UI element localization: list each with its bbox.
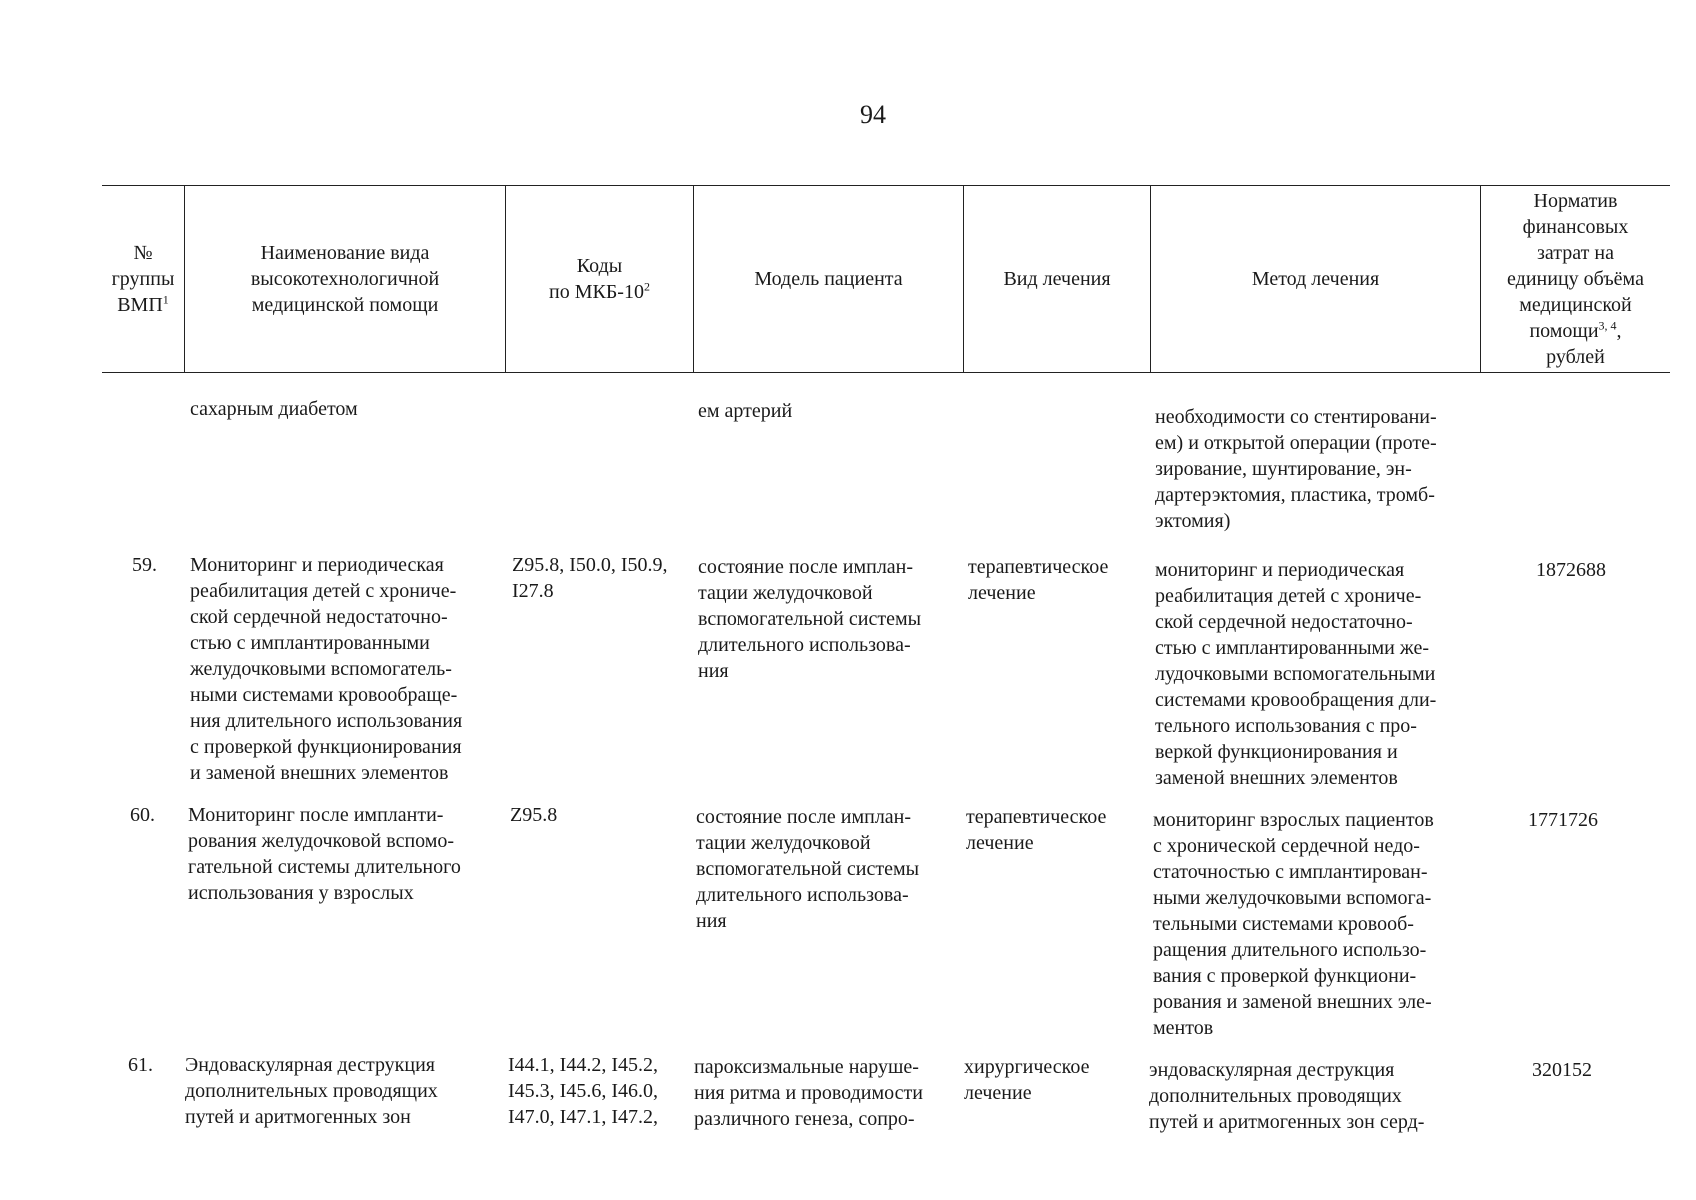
row-59-treatment-method: мониторинг и периодическая реабилитация детей с хрониче- ской сердечной недостаточно- стью с имплантированными же- лудочковыми вспомогательными системами кровообращения дли- тельного использования с про- веркой функционирования и заменой внешних элементов [1155, 559, 1437, 789]
page-number: 94 [860, 100, 886, 129]
header-care-type: Наименование вида высокотехнологичной медицинской помощи [250, 242, 440, 316]
header-treatment-type: Вид лечения [1003, 268, 1111, 290]
header-patient-model: Модель пациента [754, 268, 903, 290]
row-59-number: 59. [132, 554, 157, 576]
continuation-care-type: сахарным диабетом [190, 398, 358, 420]
row-59-care-type: Мониторинг и периодическая реабилитация детей с хрониче- ской сердечной недостаточно- стью с имплантированными желудочковыми вспомогатель- ными системами кровообраще- ния длительного использования с проверкой функционирования и заменой внешних элементов [190, 554, 463, 784]
row-60-number: 60. [130, 804, 155, 826]
row-61-treatment-type: хирургическое лечение [964, 1056, 1090, 1104]
header-group-number: № группы ВМП$^1$ [111, 242, 175, 316]
header-treatment-method: Метод лечения [1251, 268, 1380, 290]
continuation-patient-model: ем артерий [698, 400, 793, 422]
row-59-cost: 1872688 [1536, 559, 1606, 581]
row-61-treatment-method: эндоваскулярная деструкция дополнительных проводящих путей и аритмогенных зон серд- [1149, 1059, 1425, 1133]
row-60-cost: 1771726 [1528, 809, 1598, 831]
row-59-icd-codes: Z95.8, I50.0, I50.9, I27.8 [512, 554, 668, 602]
row-59-treatment-type: терапевтическое лечение [968, 556, 1109, 604]
row-61-number: 61. [128, 1054, 153, 1076]
table-header-rule [102, 372, 1670, 373]
row-61-cost: 320152 [1532, 1059, 1592, 1081]
row-60-icd-codes: Z95.8 [510, 804, 558, 826]
row-60-treatment-type: терапевтическое лечение [966, 806, 1107, 854]
row-59-patient-model: состояние после имплан- тации желудочковой вспомогательной системы длительного использова- ния [698, 556, 922, 682]
header-icd-codes: Коды по МКБ-$10^2$ [549, 255, 650, 303]
continuation-treatment-method: необходимости со стентировани- ем) и открытой операции (проте- зирование, шунтирование, эн- дартерэктомия, пластика, тромб- эктомия) [1155, 406, 1437, 532]
row-60-care-type: Мониторинг после импланти- рования желудочковой вспомо- гательной системы длительного использования у взрослых [188, 804, 461, 904]
row-60-patient-model: состояние после имплан- тации желудочковой вспомогательной системы длительного использова- ния [696, 806, 920, 932]
row-61-icd-codes: I44.1, I44.2, I45.2, I45.3, I45.6, I46.0, I47.0, I47.1, I47.2, [508, 1054, 658, 1128]
row-60-treatment-method: мониторинг взрослых пациентов с хронической сердечной недо- статочностью с имплантирован- ными желудочковыми вспомога- тельными системами кровооб- ращения длительного использо- вания с проверкой функциони- рования и заменой внешних эле- ментов [1153, 809, 1434, 1039]
row-61-patient-model: пароксизмальные наруше- ния ритма и проводимости различного генеза, сопро- [694, 1056, 923, 1130]
row-61-care-type: Эндоваскулярная деструкция дополнительных проводящих путей и аритмогенных зон [185, 1054, 438, 1128]
header-cost-norm: Норматив финансовых затрат на единицу объёма медицинской помощи$^{3, 4}$, рублей [1507, 190, 1644, 368]
